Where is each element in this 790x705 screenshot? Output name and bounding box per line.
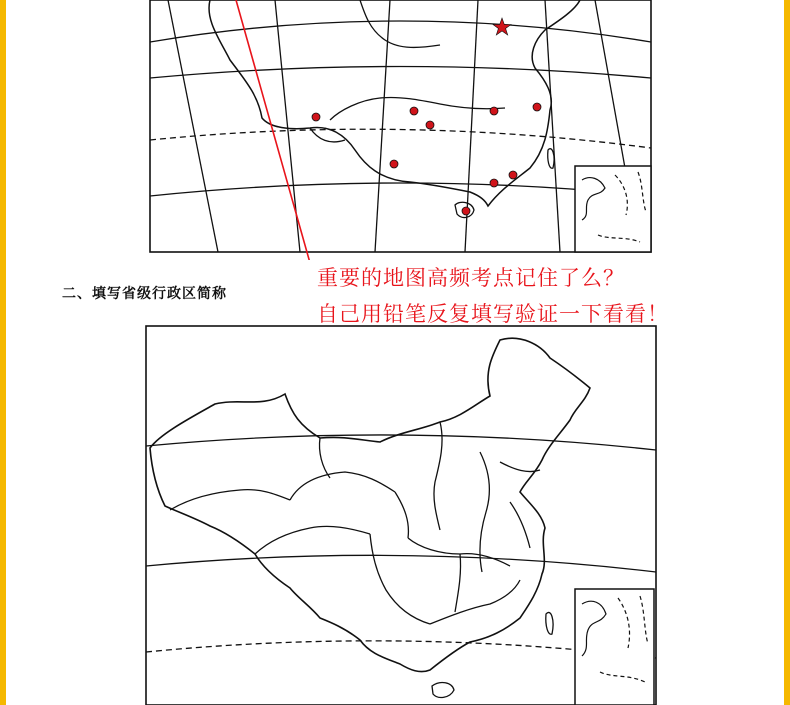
- province-border: [455, 554, 461, 612]
- annotation-text-line-2: 自己用铅笔反复填写验证一下看看！: [317, 302, 669, 326]
- province-border: [434, 422, 442, 530]
- capital-star-marker: [493, 18, 511, 35]
- province-border: [510, 502, 530, 548]
- south-sea-inset-top: [575, 166, 651, 252]
- city-markers: [312, 103, 541, 215]
- province-border: [290, 472, 395, 500]
- section-heading: 二、填写省级行政区简称: [62, 286, 227, 302]
- province-border: [430, 580, 520, 624]
- province-border: [395, 492, 408, 538]
- latitude-line: [150, 67, 651, 79]
- city-dot: [533, 103, 541, 111]
- city-dot: [490, 107, 498, 115]
- inner-border: [360, 0, 440, 47]
- city-dot: [426, 121, 434, 129]
- city-dot: [490, 179, 498, 187]
- province-border: [480, 452, 489, 572]
- province-border: [408, 538, 510, 566]
- province-border: [319, 438, 330, 478]
- city-dot: [410, 107, 418, 115]
- latitude-line: [146, 555, 656, 572]
- latitude-line: [150, 21, 651, 42]
- province-border: [255, 526, 370, 554]
- province-border: [170, 490, 290, 510]
- city-dot: [312, 113, 320, 121]
- south-sea-inset-bottom: [575, 589, 654, 705]
- top-map: [0, 0, 790, 260]
- latitude-line: [146, 435, 656, 450]
- country-outline: [150, 338, 590, 671]
- city-dot: [509, 171, 517, 179]
- province-border: [370, 534, 430, 624]
- tropic-dashed-line: [150, 129, 651, 148]
- taiwan-island: [548, 149, 554, 169]
- city-dot: [390, 160, 398, 168]
- province-border: [500, 462, 540, 472]
- longitude-line: [168, 0, 218, 252]
- hainan-island: [432, 683, 454, 698]
- city-dot: [462, 207, 470, 215]
- taiwan-island: [546, 612, 553, 634]
- bottom-map: [0, 322, 790, 705]
- annotation-text-line-1: 重要的地图高频考点记住了么？: [317, 266, 625, 290]
